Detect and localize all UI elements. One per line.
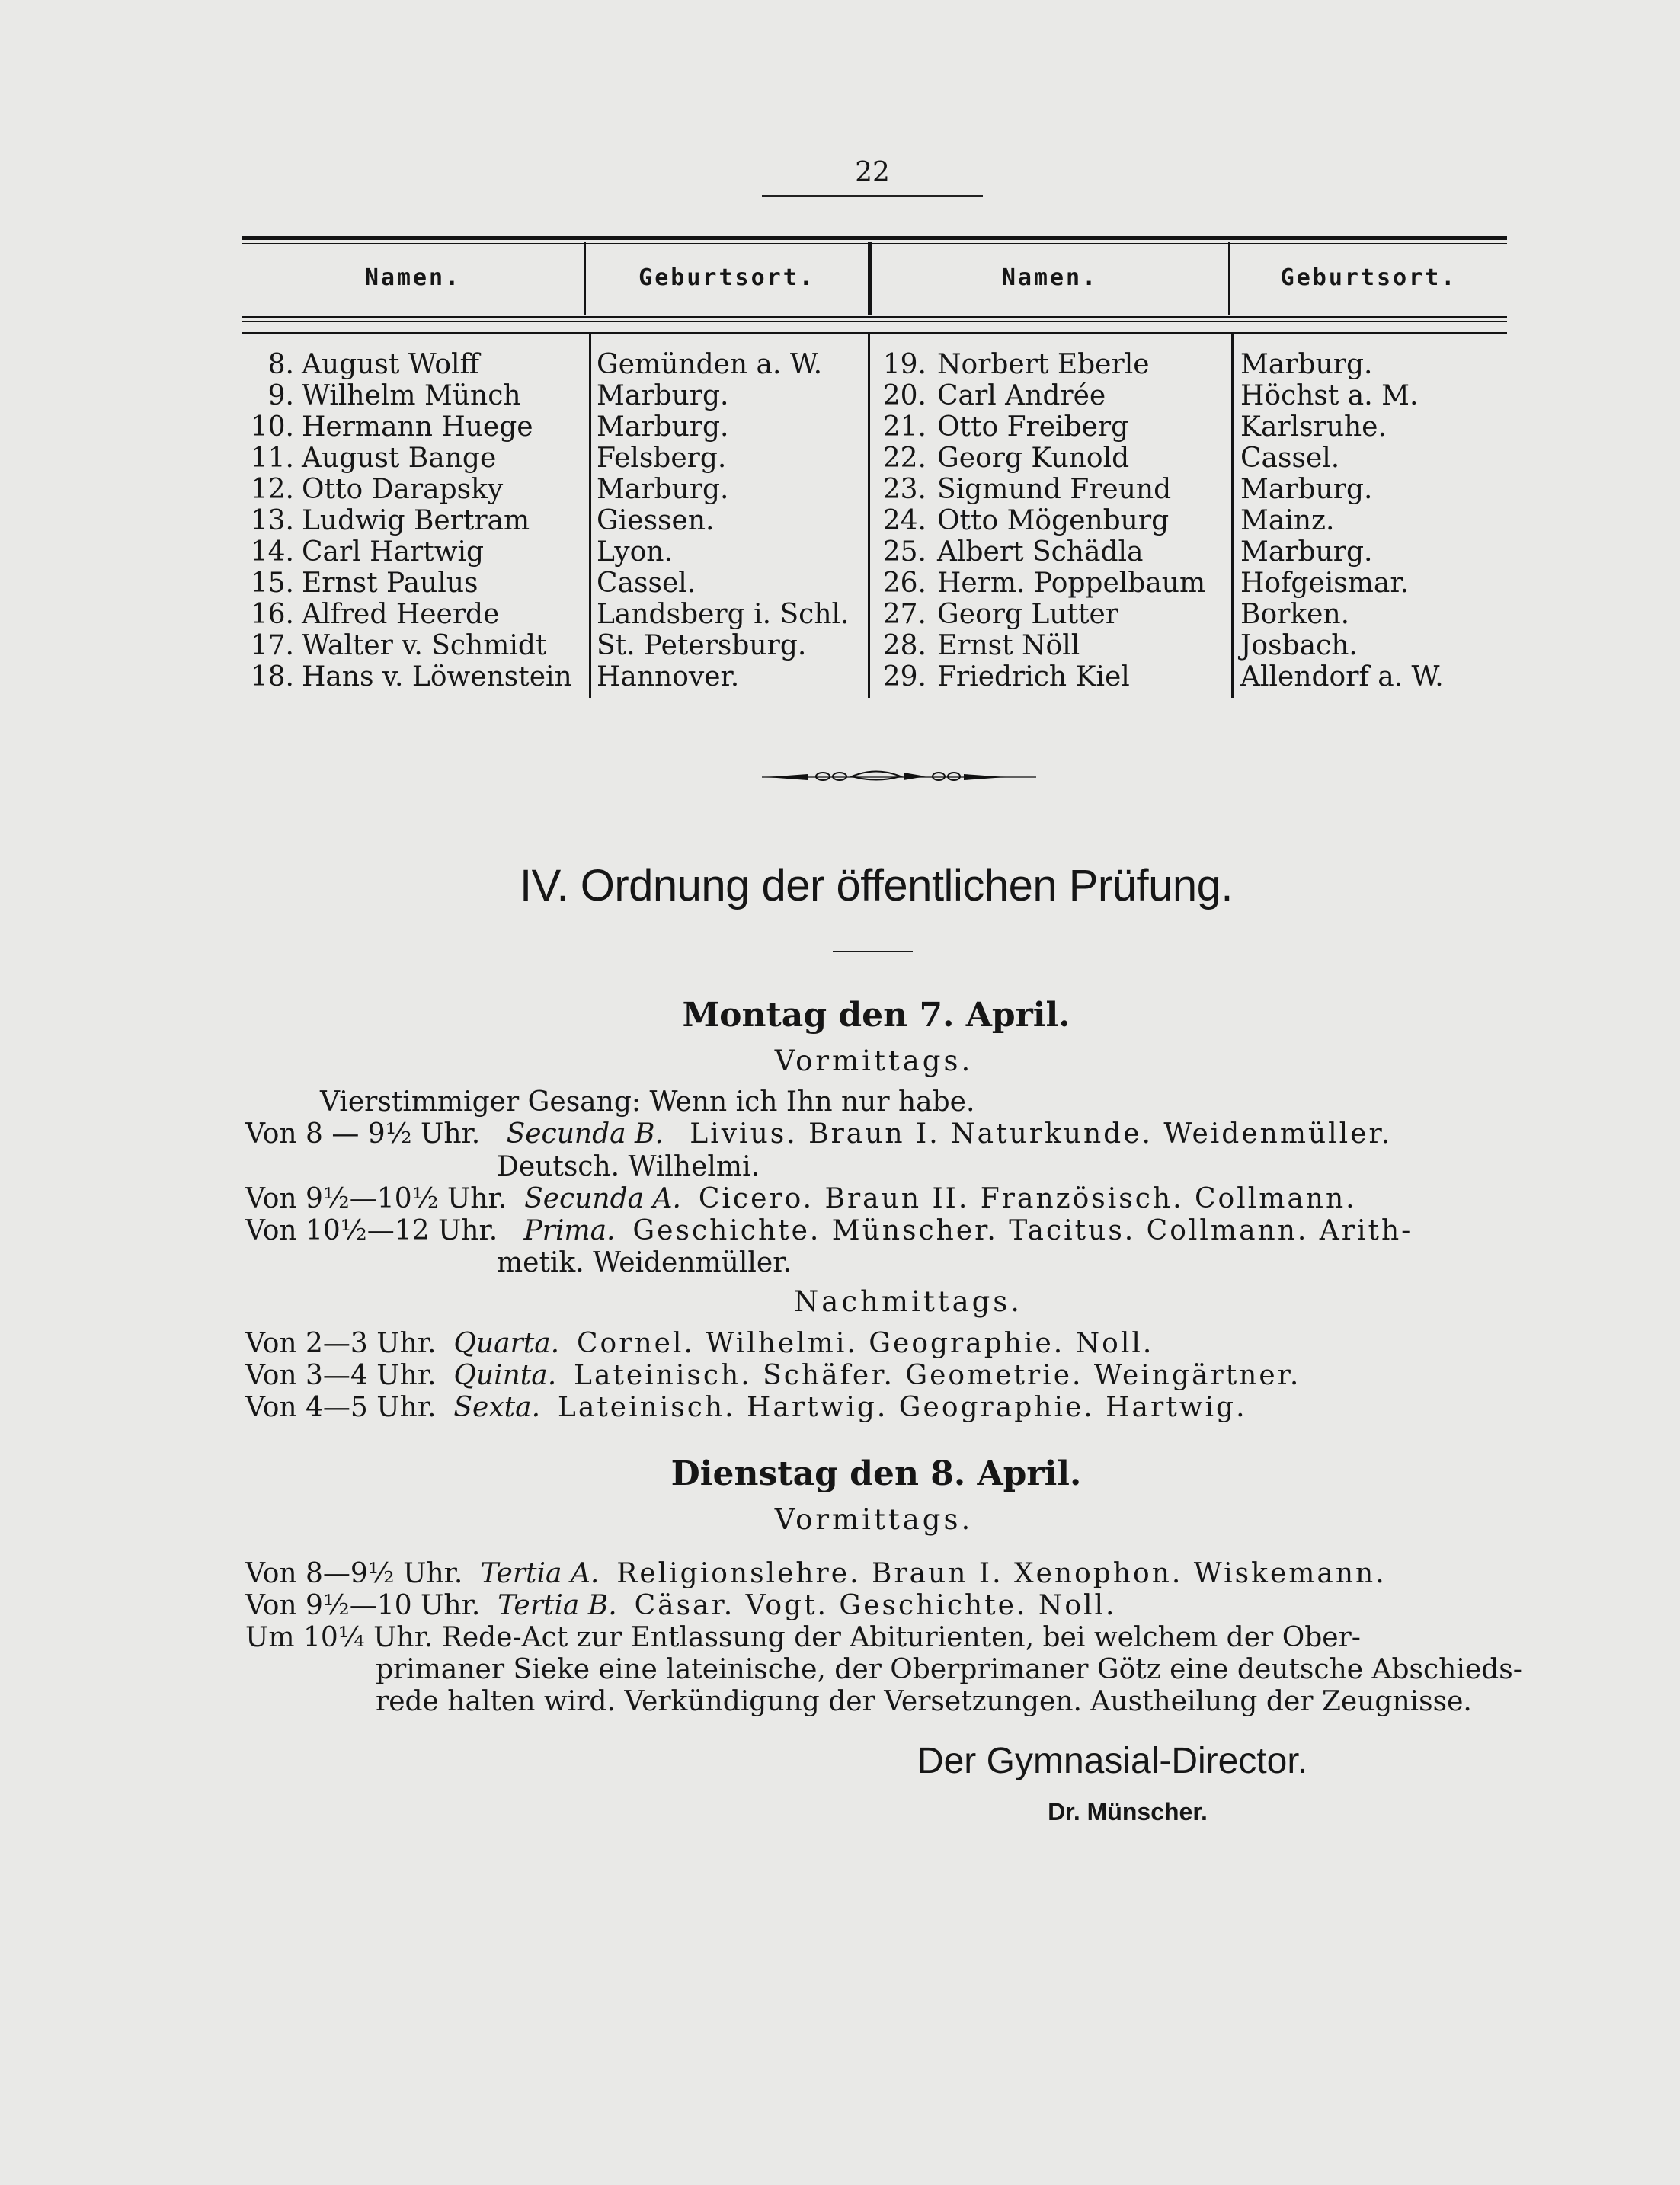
birthplace: Gemünden a. W. — [597, 349, 823, 380]
table-row — [875, 380, 1225, 411]
table-row — [875, 474, 1225, 505]
monday-afternoon-label: Nachmittags. — [793, 1285, 1023, 1318]
subjects: Lateinisch. Schäfer. Geometrie. Weingärtner. — [574, 1360, 1301, 1391]
subjects: Cäsar. Vogt. Geschichte. Noll. — [634, 1590, 1117, 1621]
class-name: Prima. — [523, 1215, 616, 1246]
student-name: Alfred Heerde — [302, 599, 500, 630]
header-left-place: Geburtsort. — [638, 264, 815, 291]
subjects: Cornel. Wilhelmi. Geographie. Noll. — [577, 1328, 1154, 1359]
table-header-rule — [242, 316, 1507, 318]
tuesday-morning-label: Vormittags. — [774, 1503, 974, 1536]
student-name: Ernst Paulus — [302, 568, 478, 599]
right-names-column — [875, 349, 1225, 693]
monday-morning-label: Vormittags. — [774, 1045, 974, 1077]
student-name: Wilhelm Münch — [302, 380, 521, 411]
row-number: 18. — [250, 661, 294, 693]
birthplace: Marburg. — [1240, 536, 1373, 568]
class-name: Tertia B. — [498, 1590, 617, 1621]
time: Von 2—3 Uhr. — [245, 1328, 437, 1359]
table-row — [875, 568, 1225, 599]
time: Von 3—4 Uhr. — [245, 1360, 437, 1391]
right-birthplace-column — [1240, 349, 1621, 693]
page-number: 22 — [855, 157, 890, 188]
time: Von 8 — 9½ Uhr. — [245, 1118, 481, 1150]
birthplace: Borken. — [1240, 599, 1350, 630]
birthplace: Mainz. — [1240, 505, 1335, 536]
table-row — [875, 599, 1225, 630]
table-row — [242, 505, 578, 536]
birthplace: Cassel. — [1240, 443, 1340, 474]
student-name: Friedrich Kiel — [937, 661, 1130, 693]
student-name: August Bange — [302, 443, 497, 474]
subjects: Lateinisch. Hartwig. Geographie. Hartwig. — [557, 1392, 1247, 1423]
schedule-continuation: metik. Weidenmüller. — [497, 1247, 792, 1278]
birthplace: Höchst a. M. — [1240, 380, 1419, 411]
closing-title: Der Gymnasial-Director. — [917, 1741, 1308, 1781]
subjects: Geschichte. Münscher. Tacitus. Collmann. Arith- — [632, 1215, 1413, 1246]
class-name: Secunda A. — [524, 1183, 681, 1214]
table-row — [242, 380, 578, 411]
time: Von 10½—12 Uhr. — [245, 1215, 498, 1246]
opening-song: Vierstimmiger Gesang: Wenn ich Ihn nur habe. — [320, 1086, 975, 1118]
table-row — [242, 568, 578, 599]
student-name: Ludwig Bertram — [302, 505, 530, 536]
row-number: 10. — [250, 411, 294, 443]
student-name: Otto Freiberg — [937, 411, 1129, 443]
schedule-line — [245, 1118, 1510, 1150]
row-number: 23. — [882, 474, 926, 505]
student-name: Sigmund Freund — [937, 474, 1172, 505]
birthplace: Marburg. — [597, 474, 729, 505]
table-row — [242, 536, 578, 568]
row-number: 9. — [267, 380, 294, 411]
monday-title: Montag den 7. April. — [682, 996, 1070, 1035]
class-name: Tertia A. — [480, 1558, 600, 1589]
row-number: 15. — [250, 568, 294, 599]
header-right-names: Namen. — [1001, 264, 1099, 291]
column-divider-1-body — [589, 334, 591, 698]
student-name: Ernst Nöll — [937, 630, 1080, 661]
birthplace: Felsberg. — [597, 443, 727, 474]
row-number: 27. — [882, 599, 926, 630]
birthplace: Allendorf a. W. — [1240, 661, 1444, 693]
tuesday-title: Dienstag den 8. April. — [670, 1454, 1082, 1493]
time: Von 8—9½ Uhr. — [245, 1558, 463, 1589]
student-name: Carl Andrée — [937, 380, 1106, 411]
birthplace: St. Petersburg. — [597, 630, 807, 661]
student-name: Hermann Huege — [302, 411, 533, 443]
row-number: 21. — [882, 411, 926, 443]
row-number: 28. — [882, 630, 926, 661]
schedule-line — [245, 1359, 1510, 1392]
section-rule — [833, 951, 913, 952]
student-name: Georg Kunold — [937, 443, 1130, 474]
birthplace: Landsberg i. Schl. — [597, 599, 850, 630]
table-top-rule-thin — [242, 243, 1507, 244]
birthplace: Lyon. — [597, 536, 673, 568]
ornament-divider — [762, 760, 1036, 791]
table-row — [242, 474, 578, 505]
class-name: Quarta. — [453, 1328, 560, 1359]
time: Von 4—5 Uhr. — [245, 1392, 437, 1423]
header-left-names: Namen. — [364, 264, 462, 291]
table-header-rule-thin — [242, 321, 1507, 322]
birthplace: Hofgeismar. — [1240, 568, 1410, 599]
row-number: 19. — [882, 349, 926, 380]
birthplace: Hannover. — [597, 661, 740, 693]
subjects: Religionslehre. Braun I. Xenophon. Wiskemann. — [616, 1558, 1387, 1589]
row-number: 20. — [882, 380, 926, 411]
birthplace: Josbach. — [1240, 630, 1358, 661]
row-number: 13. — [250, 505, 294, 536]
student-name: Carl Hartwig — [302, 536, 485, 568]
schedule-line — [245, 1391, 1510, 1424]
row-number: 26. — [882, 568, 926, 599]
row-number: 8. — [267, 349, 294, 380]
birthplace: Marburg. — [1240, 474, 1373, 505]
subjects: Livius. Braun I. Naturkunde. Weidenmüller. — [690, 1118, 1393, 1150]
left-names-column — [242, 349, 578, 693]
birthplace: Marburg. — [597, 411, 729, 443]
birthplace: Marburg. — [597, 380, 729, 411]
student-name: Hans v. Löwenstein — [302, 661, 572, 693]
student-name: August Wolff — [302, 349, 480, 380]
student-name: Albert Schädla — [937, 536, 1144, 568]
row-number: 29. — [882, 661, 926, 693]
row-number: 25. — [882, 536, 926, 568]
birthplace: Karlsruhe. — [1240, 411, 1387, 443]
schedule-continuation: rede halten wird. Verkündigung der Versetzungen. Austheilung der Zeugnisse. — [376, 1686, 1472, 1717]
schedule-line — [245, 1214, 1510, 1247]
student-name: Otto Mögenburg — [937, 505, 1170, 536]
table-row — [242, 443, 578, 474]
page-number-rule — [762, 195, 983, 197]
student-name: Norbert Eberle — [937, 349, 1150, 380]
table-row — [875, 630, 1225, 661]
row-number: 11. — [250, 443, 294, 474]
row-number: 22. — [882, 443, 926, 474]
schedule-line — [245, 1327, 1510, 1360]
time: Von 9½—10½ Uhr. — [245, 1183, 507, 1214]
subjects: Cicero. Braun II. Französisch. Collmann. — [698, 1183, 1357, 1214]
student-name: Georg Lutter — [937, 599, 1118, 630]
schedule-continuation: Deutsch. Wilhelmi. — [497, 1151, 760, 1182]
table-row — [875, 661, 1225, 693]
table-top-rule — [242, 236, 1507, 240]
header-right-place: Geburtsort. — [1280, 264, 1458, 291]
row-number: 12. — [250, 474, 294, 505]
schedule-line: Um 10¼ Uhr. Rede-Act zur Entlassung der Abiturienten, bei welchem der Ober- — [245, 1622, 1361, 1653]
birthplace: Cassel. — [597, 568, 696, 599]
time: Von 9½—10 Uhr. — [245, 1590, 481, 1621]
row-number: 24. — [882, 505, 926, 536]
schedule-line — [245, 1182, 1510, 1215]
class-name: Quinta. — [453, 1360, 557, 1391]
table-row — [242, 630, 578, 661]
row-number: 17. — [250, 630, 294, 661]
table-row — [242, 349, 578, 380]
table-row — [242, 411, 578, 443]
table-row — [875, 349, 1225, 380]
signature: Dr. Münscher. — [1048, 1798, 1208, 1825]
class-name: Secunda B. — [506, 1118, 664, 1150]
table-row — [242, 599, 578, 630]
column-divider-3-body — [1231, 334, 1234, 698]
row-number: 16. — [250, 599, 294, 630]
table-row — [875, 505, 1225, 536]
left-birthplace-column — [597, 349, 856, 693]
table-row — [875, 536, 1225, 568]
table-row — [875, 443, 1225, 474]
student-name: Walter v. Schmidt — [302, 630, 547, 661]
birthplace: Marburg. — [1240, 349, 1373, 380]
schedule-line — [245, 1557, 1510, 1590]
table-row — [875, 411, 1225, 443]
schedule-line — [245, 1589, 1510, 1622]
class-name: Sexta. — [453, 1392, 541, 1423]
column-divider-2-body — [868, 334, 870, 698]
table-header-rule-3 — [242, 332, 1507, 334]
section-title: IV. Ordnung der öffentlichen Prüfung. — [520, 861, 1233, 910]
student-name: Herm. Poppelbaum — [937, 568, 1206, 599]
row-number: 14. — [250, 536, 294, 568]
student-name: Otto Darapsky — [302, 474, 504, 505]
schedule-continuation: primaner Sieke eine lateinische, der Oberprimaner Götz eine deutsche Abschieds- — [376, 1654, 1522, 1685]
table-row — [242, 661, 578, 693]
birthplace: Giessen. — [597, 505, 715, 536]
